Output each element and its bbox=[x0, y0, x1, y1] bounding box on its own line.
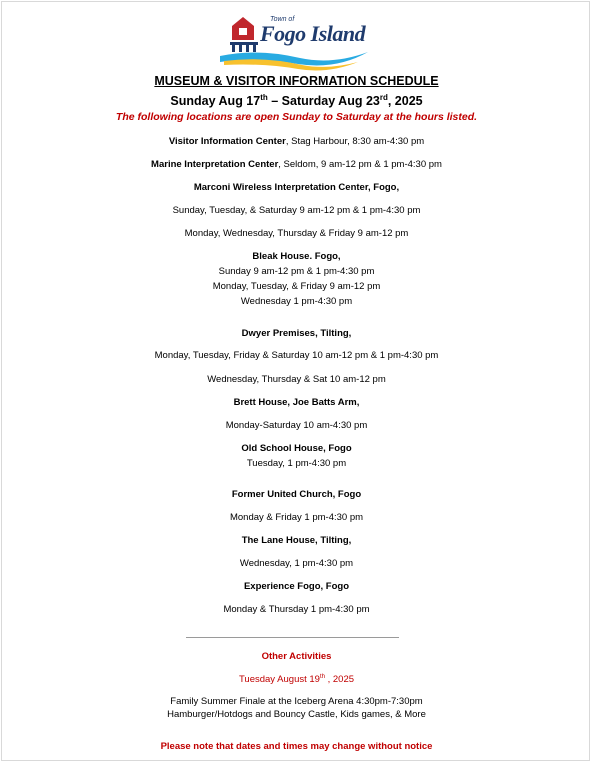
activity-line-1: Family Summer Finale at the Iceberg Arena 4:30pm-7:30pm bbox=[170, 696, 423, 707]
schedule-title: MUSEUM & VISITOR INFORMATION SCHEDULE bbox=[154, 74, 439, 88]
activity-line-2: Hamburger/Hotdogs and Bouncy Castle, Kids games, & More bbox=[167, 709, 426, 720]
section-divider bbox=[186, 637, 399, 638]
logo-town-of: Town of bbox=[270, 16, 295, 23]
fogo-island-logo bbox=[218, 12, 378, 72]
old-school-house-hours: Tuesday, 1 pm-4:30 pm bbox=[246, 458, 347, 469]
dwyer-premises-hours-2: Wednesday, Thursday & Sat 10 am-12 pm bbox=[207, 374, 386, 385]
visitor-info-center-line: Visitor Information Center, Stag Harbour, 8:30 am-4:30 pm bbox=[168, 136, 425, 147]
marconi-hours-1: Sunday, Tuesday, & Saturday 9 am-12 pm & 1 pm-4:30 pm bbox=[172, 205, 421, 216]
other-activities-date: Tuesday August 19th , 2025 bbox=[238, 674, 355, 686]
marine-center-line: Marine Interpretation Center, Seldom, 9 am-12 pm & 1 pm-4:30 pm bbox=[151, 159, 442, 170]
schedule-dates: Sunday Aug 17th – Saturday Aug 23rd, 2025 bbox=[170, 93, 423, 109]
dwyer-premises-name: Dwyer Premises, Tilting, bbox=[241, 328, 352, 339]
logo-town-name: Fogo Island bbox=[260, 21, 366, 46]
bleak-house-hours-3: Wednesday 1 pm-4:30 pm bbox=[240, 296, 353, 307]
bleak-house-name: Bleak House. Fogo, bbox=[252, 251, 341, 262]
other-activities-heading: Other Activities bbox=[261, 651, 332, 662]
dwyer-premises-hours-1: Monday, Tuesday, Friday & Saturday 10 am-12 pm & 1 pm-4:30 pm bbox=[154, 350, 439, 361]
lane-house-hours: Wednesday, 1 pm-4:30 pm bbox=[239, 558, 354, 569]
brett-house-name: Brett House, Joe Batts Arm, bbox=[233, 397, 360, 408]
experience-fogo-hours: Monday & Thursday 1 pm-4:30 pm bbox=[223, 604, 370, 615]
marconi-center-name: Marconi Wireless Interpretation Center, Fogo, bbox=[193, 182, 400, 193]
bleak-house-hours-1: Sunday 9 am-12 pm & 1 pm-4:30 pm bbox=[218, 266, 375, 277]
marconi-hours-2: Monday, Wednesday, Thursday & Friday 9 am-12 pm bbox=[184, 228, 409, 239]
lane-house-name: The Lane House, Tilting, bbox=[241, 535, 352, 546]
experience-fogo-name: Experience Fogo, Fogo bbox=[243, 581, 350, 592]
change-notice: Please note that dates and times may change without notice bbox=[160, 741, 433, 752]
old-school-house-name: Old School House, Fogo bbox=[241, 443, 352, 454]
former-united-church-hours: Monday & Friday 1 pm-4:30 pm bbox=[229, 512, 364, 523]
bleak-house-hours-2: Monday, Tuesday, & Friday 9 am-12 pm bbox=[212, 281, 381, 292]
schedule-subtitle: The following locations are open Sunday to Saturday at the hours listed. bbox=[115, 111, 478, 123]
brett-house-hours: Monday-Saturday 10 am-4:30 pm bbox=[225, 420, 368, 431]
former-united-church-name: Former United Church, Fogo bbox=[231, 489, 362, 500]
